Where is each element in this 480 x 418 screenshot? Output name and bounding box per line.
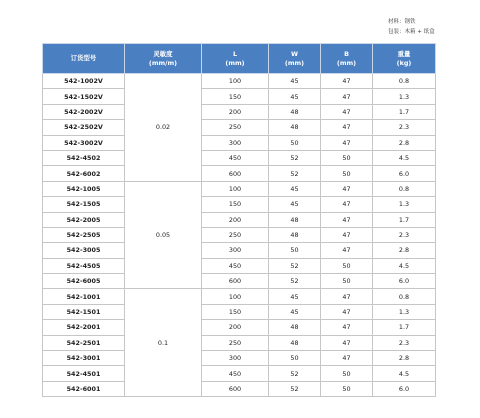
length-cell: 100 xyxy=(202,181,269,196)
table-row xyxy=(43,366,436,381)
table-row xyxy=(43,243,436,258)
width-cell: 45 xyxy=(269,304,321,319)
weight-cell: 1.3 xyxy=(373,89,436,104)
length-cell: 300 xyxy=(202,135,269,150)
table-row xyxy=(43,120,436,135)
length-cell: 450 xyxy=(202,150,269,165)
model-cell: 542-4502 xyxy=(43,150,125,165)
sensitivity-cell: 0.05 xyxy=(125,181,202,289)
width-cell: 48 xyxy=(269,227,321,242)
length-cell: 150 xyxy=(202,89,269,104)
base-cell: 50 xyxy=(321,366,373,381)
model-cell: 542-1001 xyxy=(43,289,125,304)
header-sensitivity xyxy=(125,44,202,74)
model-cell: 542-6002 xyxy=(43,166,125,181)
header-model xyxy=(43,44,125,74)
weight-cell: 0.8 xyxy=(373,181,436,196)
base-cell: 50 xyxy=(321,381,373,396)
width-cell: 50 xyxy=(269,135,321,150)
base-cell: 47 xyxy=(321,197,373,212)
table-row xyxy=(43,289,436,304)
header-base-label: B xyxy=(344,49,349,58)
model-cell: 542-1002V xyxy=(43,74,125,89)
model-cell: 542-4501 xyxy=(43,366,125,381)
length-cell: 600 xyxy=(202,166,269,181)
width-cell: 45 xyxy=(269,181,321,196)
length-cell: 300 xyxy=(202,351,269,366)
weight-cell: 2.3 xyxy=(373,335,436,350)
header-width xyxy=(269,44,321,74)
length-cell: 250 xyxy=(202,335,269,350)
model-cell: 542-3002V xyxy=(43,135,125,150)
width-cell: 45 xyxy=(269,197,321,212)
base-cell: 47 xyxy=(321,335,373,350)
length-cell: 450 xyxy=(202,258,269,273)
table-row xyxy=(43,320,436,335)
material-note: 材料：钢铁 xyxy=(388,19,416,25)
width-cell: 52 xyxy=(269,166,321,181)
header-base xyxy=(321,44,373,74)
weight-cell: 1.3 xyxy=(373,304,436,319)
base-cell: 47 xyxy=(321,74,373,89)
table-row xyxy=(43,197,436,212)
header-width-label: W xyxy=(290,49,299,58)
weight-cell: 6.0 xyxy=(373,274,436,289)
table-row xyxy=(43,258,436,273)
width-cell: 48 xyxy=(269,212,321,227)
base-cell: 47 xyxy=(321,243,373,258)
table-row xyxy=(43,135,436,150)
width-cell: 50 xyxy=(269,243,321,258)
model-cell: 542-1502V xyxy=(43,89,125,104)
base-cell: 50 xyxy=(321,166,373,181)
model-cell: 542-2005 xyxy=(43,212,125,227)
model-cell: 542-1501 xyxy=(43,304,125,319)
weight-cell: 2.8 xyxy=(373,135,436,150)
base-cell: 47 xyxy=(321,89,373,104)
table-row xyxy=(43,74,436,89)
width-cell: 50 xyxy=(269,351,321,366)
table-row xyxy=(43,181,436,196)
length-cell: 100 xyxy=(202,289,269,304)
spec-notes xyxy=(388,17,435,37)
model-cell: 542-3005 xyxy=(43,243,125,258)
header-length-unit: (mm) xyxy=(225,58,245,67)
table-row xyxy=(43,89,436,104)
table-header-row xyxy=(43,44,436,74)
model-cell: 542-4505 xyxy=(43,258,125,273)
length-cell: 600 xyxy=(202,381,269,396)
base-cell: 50 xyxy=(321,258,373,273)
model-cell: 542-6001 xyxy=(43,381,125,396)
length-cell: 200 xyxy=(202,104,269,119)
model-cell: 542-1005 xyxy=(43,181,125,196)
header-length-label: L xyxy=(232,49,238,58)
length-cell: 250 xyxy=(202,120,269,135)
base-cell: 47 xyxy=(321,212,373,227)
table-row xyxy=(43,150,436,165)
width-cell: 48 xyxy=(269,120,321,135)
length-cell: 150 xyxy=(202,304,269,319)
table-row xyxy=(43,227,436,242)
base-cell: 47 xyxy=(321,304,373,319)
table-row xyxy=(43,274,436,289)
base-cell: 47 xyxy=(321,351,373,366)
header-width-unit: (mm) xyxy=(284,58,305,67)
width-cell: 52 xyxy=(269,366,321,381)
weight-cell: 1.7 xyxy=(373,212,436,227)
width-cell: 48 xyxy=(269,104,321,119)
weight-cell: 2.3 xyxy=(373,120,436,135)
length-cell: 300 xyxy=(202,243,269,258)
weight-cell: 0.8 xyxy=(373,289,436,304)
width-cell: 52 xyxy=(269,258,321,273)
weight-cell: 2.8 xyxy=(373,351,436,366)
base-cell: 47 xyxy=(321,104,373,119)
base-cell: 47 xyxy=(321,320,373,335)
base-cell: 47 xyxy=(321,289,373,304)
weight-cell: 6.0 xyxy=(373,381,436,396)
weight-cell: 1.7 xyxy=(373,320,436,335)
weight-cell: 4.5 xyxy=(373,258,436,273)
length-cell: 250 xyxy=(202,227,269,242)
header-weight-unit: (kg) xyxy=(396,58,412,67)
width-cell: 52 xyxy=(269,381,321,396)
length-cell: 100 xyxy=(202,74,269,89)
base-cell: 50 xyxy=(321,274,373,289)
width-cell: 48 xyxy=(269,335,321,350)
table-row xyxy=(43,351,436,366)
model-cell: 542-2001 xyxy=(43,320,125,335)
spec-table xyxy=(42,43,436,397)
width-cell: 45 xyxy=(269,289,321,304)
model-cell: 542-2501 xyxy=(43,335,125,350)
base-cell: 47 xyxy=(321,227,373,242)
model-cell: 542-6005 xyxy=(43,274,125,289)
base-cell: 50 xyxy=(321,150,373,165)
table-row xyxy=(43,212,436,227)
weight-cell: 1.3 xyxy=(373,197,436,212)
model-cell: 542-2505 xyxy=(43,227,125,242)
table-row xyxy=(43,104,436,119)
base-cell: 47 xyxy=(321,181,373,196)
model-cell: 542-3001 xyxy=(43,351,125,366)
table-row xyxy=(43,381,436,396)
base-cell: 47 xyxy=(321,120,373,135)
length-cell: 600 xyxy=(202,274,269,289)
width-cell: 45 xyxy=(269,89,321,104)
package-note: 包装：木箱 + 纸盒 xyxy=(388,29,435,35)
width-cell: 52 xyxy=(269,274,321,289)
header-model-label: 订货型号 xyxy=(70,54,97,62)
length-cell: 150 xyxy=(202,197,269,212)
model-cell: 542-2502V xyxy=(43,120,125,135)
header-base-unit: (mm) xyxy=(336,58,357,67)
length-cell: 450 xyxy=(202,366,269,381)
header-sensitivity-label: 灵敏度 xyxy=(153,49,173,58)
table-body xyxy=(43,74,436,397)
weight-cell: 0.8 xyxy=(373,74,436,89)
width-cell: 45 xyxy=(269,74,321,89)
weight-cell: 4.5 xyxy=(373,150,436,165)
header-length xyxy=(202,44,269,74)
header-weight-label: 重量 xyxy=(397,49,411,58)
model-cell: 542-1505 xyxy=(43,197,125,212)
length-cell: 200 xyxy=(202,212,269,227)
width-cell: 48 xyxy=(269,320,321,335)
table-row xyxy=(43,335,436,350)
weight-cell: 4.5 xyxy=(373,366,436,381)
weight-cell: 2.8 xyxy=(373,243,436,258)
base-cell: 47 xyxy=(321,135,373,150)
weight-cell: 1.7 xyxy=(373,104,436,119)
length-cell: 200 xyxy=(202,320,269,335)
header-weight xyxy=(373,44,436,74)
width-cell: 52 xyxy=(269,150,321,165)
table-row xyxy=(43,304,436,319)
header-sensitivity-unit: (mm/m) xyxy=(148,58,178,67)
table-row xyxy=(43,166,436,181)
sensitivity-cell: 0.02 xyxy=(125,74,202,182)
model-cell: 542-2002V xyxy=(43,104,125,119)
weight-cell: 2.3 xyxy=(373,227,436,242)
sensitivity-cell: 0.1 xyxy=(125,289,202,397)
weight-cell: 6.0 xyxy=(373,166,436,181)
